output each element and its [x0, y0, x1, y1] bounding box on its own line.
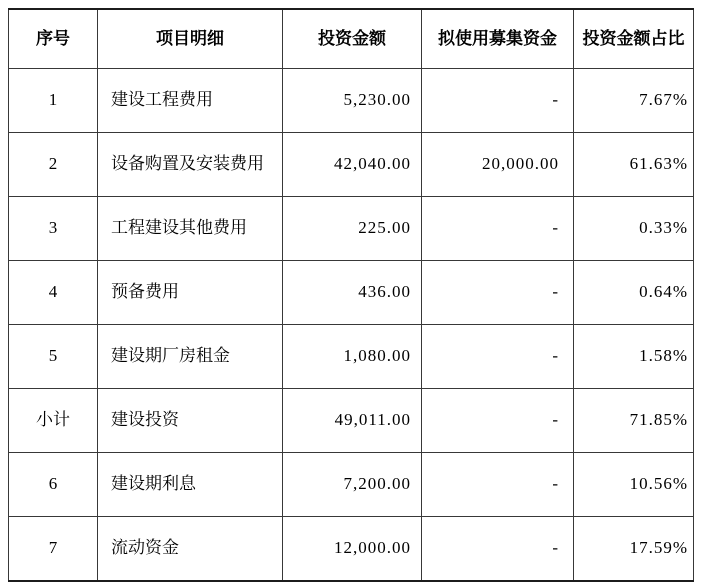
cell-item-detail: 设备购置及安装费用 — [98, 133, 283, 197]
table-row — [9, 325, 694, 389]
header-row — [9, 9, 694, 69]
cell-invest-amount: 1,080.00 — [283, 325, 422, 389]
cell-invest-amount: 12,000.00 — [283, 517, 422, 582]
cell-item-detail: 工程建设其他费用 — [98, 197, 283, 261]
table-row-subtotal — [9, 389, 694, 453]
cell-invest-amount: 436.00 — [283, 261, 422, 325]
column-header-amount: 投资金额 — [283, 9, 422, 69]
table-row — [9, 261, 694, 325]
cell-item-detail: 建设工程费用 — [98, 69, 283, 133]
cell-serial-number: 5 — [9, 325, 98, 389]
investment-table — [8, 8, 694, 582]
cell-serial-number: 7 — [9, 517, 98, 582]
cell-serial-number: 4 — [9, 261, 98, 325]
column-header-no: 序号 — [9, 9, 98, 69]
cell-serial-number: 6 — [9, 453, 98, 517]
cell-serial-number: 2 — [9, 133, 98, 197]
cell-serial-number: 1 — [9, 69, 98, 133]
cell-item-detail: 建设期厂房租金 — [98, 325, 283, 389]
cell-amount-share: 0.33% — [574, 197, 694, 261]
cell-item-detail: 预备费用 — [98, 261, 283, 325]
cell-item-detail: 建设期利息 — [98, 453, 283, 517]
table-row — [9, 133, 694, 197]
cell-invest-amount: 5,230.00 — [283, 69, 422, 133]
cell-amount-share: 61.63% — [574, 133, 694, 197]
table-row — [9, 517, 694, 582]
cell-amount-share: 17.59% — [574, 517, 694, 582]
cell-raised-funds: - — [422, 197, 574, 261]
column-header-item: 项目明细 — [98, 9, 283, 69]
cell-invest-amount: 42,040.00 — [283, 133, 422, 197]
cell-raised-funds: - — [422, 261, 574, 325]
cell-amount-share: 0.64% — [574, 261, 694, 325]
cell-raised-funds: - — [422, 325, 574, 389]
cell-raised-funds: - — [422, 453, 574, 517]
cell-invest-amount: 7,200.00 — [283, 453, 422, 517]
cell-amount-share: 10.56% — [574, 453, 694, 517]
table-row — [9, 69, 694, 133]
cell-invest-amount: 225.00 — [283, 197, 422, 261]
cell-item-detail: 流动资金 — [98, 517, 283, 582]
column-header-raised: 拟使用募集资金 — [422, 9, 574, 69]
cell-raised-funds: - — [422, 69, 574, 133]
table-row — [9, 453, 694, 517]
table-row — [9, 197, 694, 261]
cell-raised-funds: 20,000.00 — [422, 133, 574, 197]
cell-item-detail: 建设投资 — [98, 389, 283, 453]
cell-serial-number: 小计 — [9, 389, 98, 453]
cell-serial-number: 3 — [9, 197, 98, 261]
cell-raised-funds: - — [422, 517, 574, 582]
cell-raised-funds: - — [422, 389, 574, 453]
cell-invest-amount: 49,011.00 — [283, 389, 422, 453]
cell-amount-share: 7.67% — [574, 69, 694, 133]
cell-amount-share: 1.58% — [574, 325, 694, 389]
column-header-share: 投资金额占比 — [574, 9, 694, 69]
cell-amount-share: 71.85% — [574, 389, 694, 453]
